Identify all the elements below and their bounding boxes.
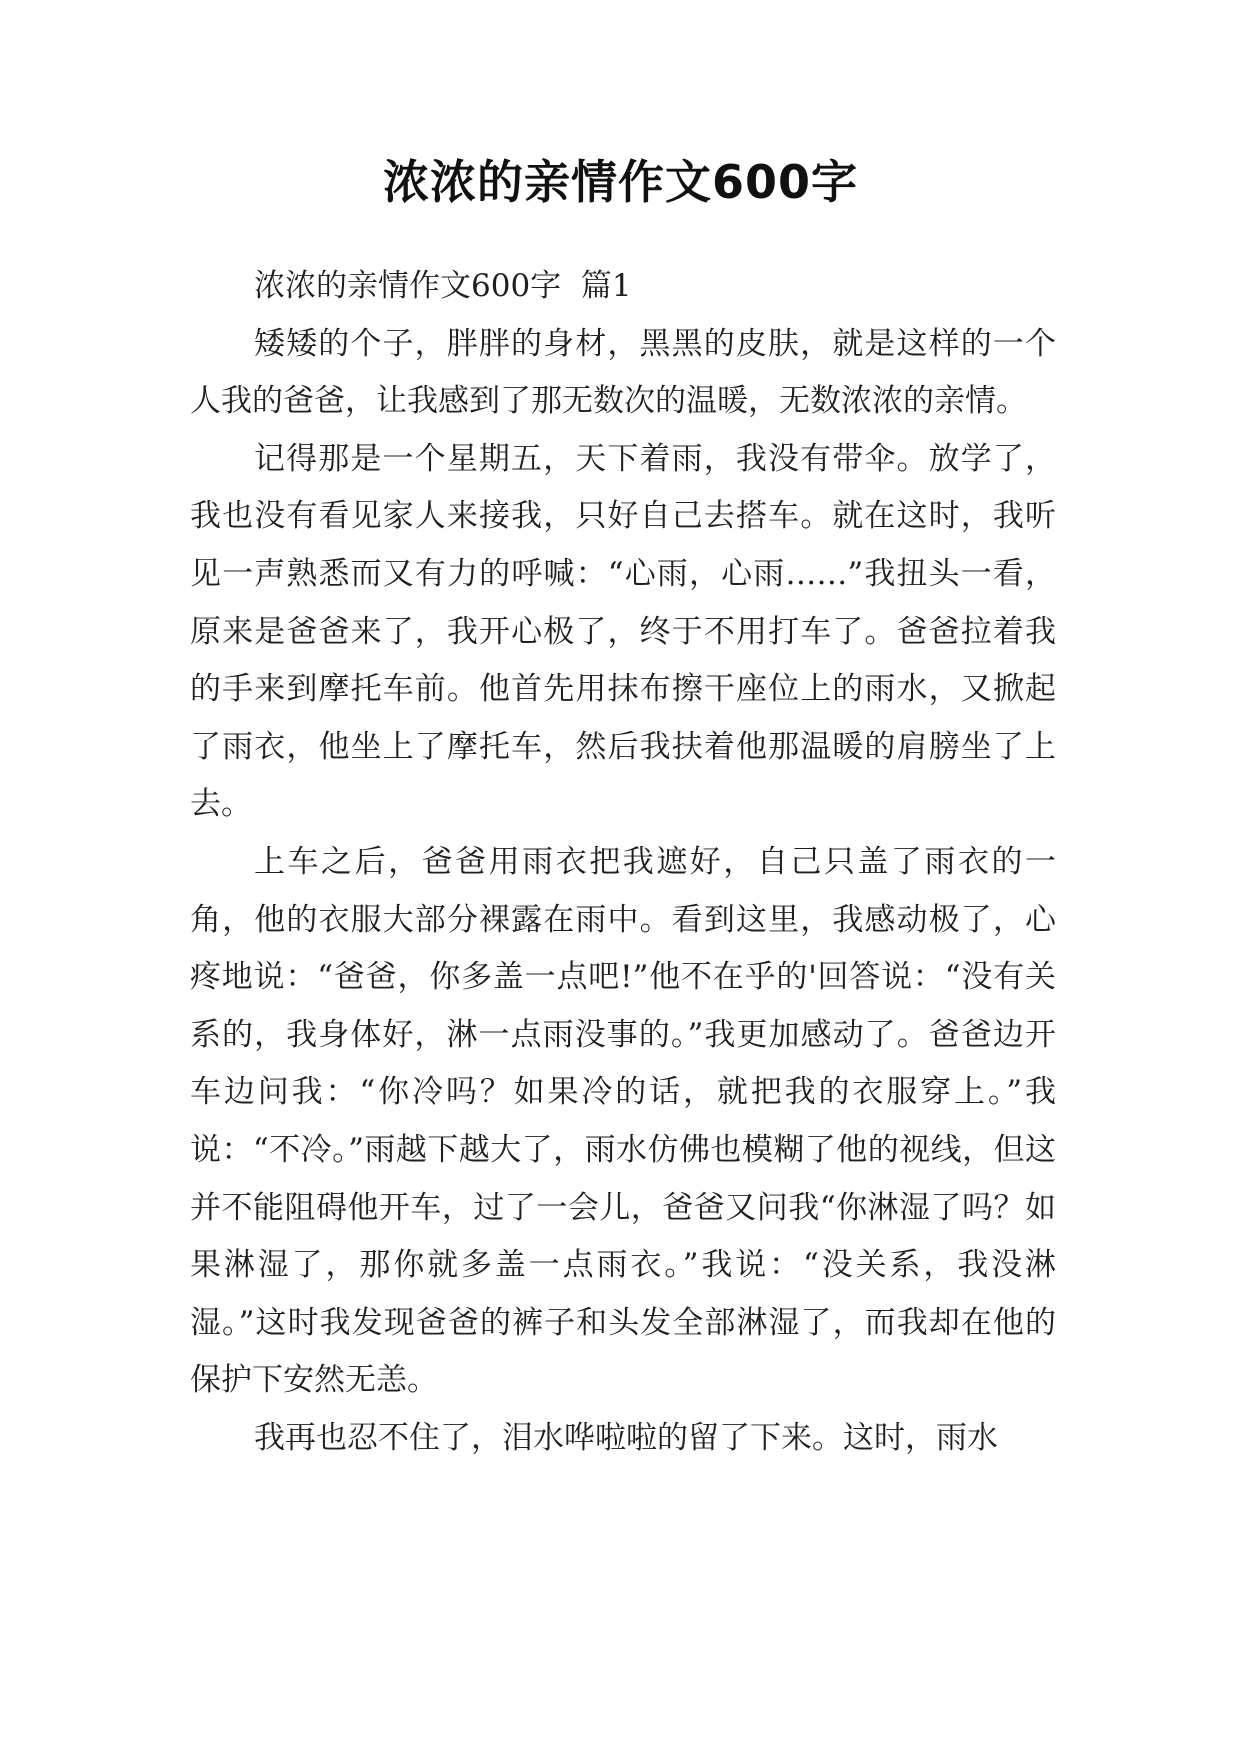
document-body <box>190 258 1056 1467</box>
section-heading: 浓浓的亲情作文600字 篇1 <box>254 268 632 304</box>
paragraph: 我再也忍不住了，泪水哗啦啦的留了下来。这时，雨水 <box>254 1419 998 1456</box>
paragraph: 上车之后，爸爸用雨衣把我遮好，自己只盖了雨衣的一角，他的衣服大部分裸露在雨中。看到这里，我感动极了，心疼地说：“爸爸，你多盖一点吧!”他不在乎的'回答说：“没有关系的，我身体好，淋一点雨没事的。”我更加感动了。爸爸边开车边问我：“你冷吗？如果冷的话，就把我的衣服穿上。”我说：“不冷。”雨越下越大了，雨水仿佛也模糊了他的视线，但这并不能阻碍他开车，过了一会儿，爸爸又问我“你淋湿了吗？如果淋湿了，那你就多盖一点雨衣。”我说：“没关系，我没淋湿。”这时我发现爸爸的裤子和头发全部淋湿了，而我却在他的保护下安然无恙。 <box>190 843 1056 1399</box>
document-title: 浓浓的亲情作文600字 <box>382 155 859 209</box>
paragraph: 矮矮的个子，胖胖的身材，黑黑的皮肤，就是这样的一个人我的爸爸，让我感到了那无数次的温暖，无数浓浓的亲情。 <box>190 325 1056 420</box>
paragraph: 记得那是一个星期五，天下着雨，我没有带伞。放学了，我也没有看见家人来接我，只好自己去搭车。就在这时，我听见一声熟悉而又有力的呼喊：“心雨，心雨……”我扭头一看，原来是爸爸来了，我开心极了，终于不用打车了。爸爸拉着我的手来到摩托车前。他首先用抹布擦干座位上的雨水，又掀起了雨衣，他坐上了摩托车，然后我扶着他那温暖的肩膀坐了上去。 <box>190 440 1056 823</box>
